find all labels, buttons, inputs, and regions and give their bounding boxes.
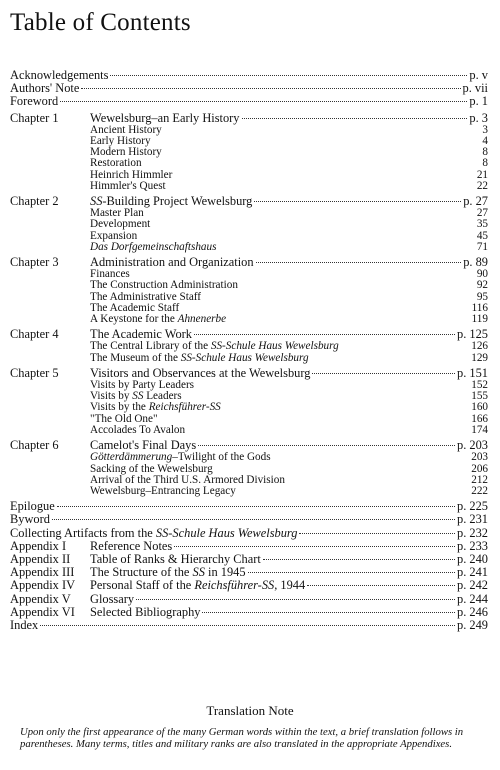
page-number: p. 225	[457, 499, 488, 514]
page-number: p. 89	[463, 255, 488, 270]
section-entry	[10, 292, 488, 303]
entry-title: Selected Bibliography	[90, 604, 201, 619]
title-part: Götterdämmerung	[90, 451, 173, 464]
entry-label: Chapter 3	[10, 255, 59, 270]
entry-title: Ancient History	[90, 123, 162, 136]
page-number: 21	[476, 168, 488, 181]
section-entry	[10, 391, 488, 402]
entry-title: Epilogue	[10, 499, 55, 514]
leader-dots	[198, 445, 455, 446]
title-part: The Central Library of the	[90, 340, 211, 353]
section-entry	[10, 136, 488, 147]
leader-dots	[52, 519, 455, 520]
leader-dots	[81, 88, 460, 89]
page-number: 212	[471, 473, 488, 486]
page-number: 8	[482, 157, 488, 170]
leader-dots	[194, 334, 455, 335]
page-number: 166	[471, 412, 488, 425]
title-part: SS-Schule Haus Wewelsburg	[180, 351, 309, 364]
title-part: Leaders	[143, 390, 182, 403]
title-part: -Building Project Wewelsburg	[102, 194, 253, 209]
entry-title: The Construction Administration	[90, 279, 238, 292]
title-part: SS	[132, 390, 144, 403]
toc-entry	[10, 82, 488, 95]
entry-title	[90, 579, 305, 592]
page-number: 155	[471, 390, 488, 403]
page-number: p. 203	[457, 438, 488, 453]
entry-label: Appendix IV	[10, 578, 76, 593]
title-part: in 1945	[204, 565, 246, 580]
section-entry	[10, 314, 488, 325]
page-title: Table of Contents	[10, 9, 191, 36]
page-number: 206	[471, 462, 488, 475]
page-number: 4	[482, 135, 488, 148]
entry-title: Master Plan	[90, 207, 144, 220]
title-part: SS	[192, 565, 205, 580]
title-part: Visits by the	[90, 401, 149, 414]
page-number: 8	[482, 146, 488, 159]
page-number: 160	[471, 401, 488, 414]
chapter-entry	[10, 256, 488, 269]
page-number: 119	[471, 313, 488, 326]
title-part: –Twilight of the Gods	[172, 451, 271, 464]
page-number: 45	[476, 229, 488, 242]
page-number: p. 240	[457, 551, 488, 566]
entry-label: Appendix V	[10, 591, 71, 606]
page-number: p. 241	[457, 565, 488, 580]
entry-title: Glossary	[90, 591, 135, 606]
entry-title: The Administrative Staff	[90, 290, 202, 303]
entry-label: Chapter 2	[10, 194, 59, 209]
section-entry	[10, 475, 488, 486]
leader-dots	[263, 559, 455, 560]
leader-dots	[299, 533, 455, 534]
section-entry	[10, 425, 488, 436]
section-entry	[10, 170, 488, 181]
page-number: p. 3	[469, 110, 488, 125]
entry-title	[90, 314, 226, 325]
title-part: The Structure of the	[90, 565, 193, 580]
title-part: Collecting Artifacts from the	[10, 525, 156, 540]
entry-label: Chapter 5	[10, 365, 59, 380]
title-part: Reichsführer-SS	[148, 401, 221, 414]
entry-title: Camelot's Final Days	[90, 438, 197, 453]
leader-dots	[40, 625, 455, 626]
page-number: 92	[476, 279, 488, 292]
entry-label: Chapter 6	[10, 438, 59, 453]
entry-title: Modern History	[90, 146, 162, 159]
section-entry	[10, 125, 488, 136]
page-number: p. 233	[457, 538, 488, 553]
title-part: , 1944	[274, 578, 306, 593]
page-number: p. 1	[469, 94, 488, 109]
entry-title: Development	[90, 218, 151, 231]
entry-title: The Academic Work	[90, 327, 192, 342]
entry-title: Early History	[90, 135, 151, 148]
section-entry	[10, 269, 488, 280]
page-number: 152	[471, 379, 488, 392]
page-number: p. 249	[457, 617, 488, 632]
leader-dots	[307, 585, 455, 586]
entry-title	[10, 527, 297, 540]
section-entry	[10, 231, 488, 242]
entry-label: Chapter 1	[10, 110, 59, 125]
title-part: Reichsführer-SS	[194, 578, 275, 593]
page-number: 22	[476, 179, 488, 192]
page-number: p. vii	[462, 81, 488, 96]
section-entry	[10, 280, 488, 291]
page-number: 35	[476, 218, 488, 231]
entry-title: Index	[10, 617, 39, 632]
page-number: p. 231	[457, 512, 488, 527]
entry-title: Reference Notes	[90, 538, 173, 553]
leader-dots	[174, 546, 455, 547]
appendix-entry	[10, 540, 488, 553]
entry-title: Expansion	[90, 229, 138, 242]
page-number: 3	[482, 123, 488, 136]
page-number: 129	[471, 351, 488, 364]
page-number: 222	[471, 484, 488, 497]
entry-title: The Academic Staff	[90, 301, 180, 314]
toc-entry	[10, 69, 488, 82]
page-number: p. v	[469, 68, 488, 82]
entry-title: Restoration	[90, 157, 142, 170]
section-entry	[10, 414, 488, 425]
entry-title: Administration and Organization	[90, 255, 254, 270]
page-number: p. 27	[463, 194, 488, 209]
section-entry	[10, 380, 488, 391]
toc-entry	[10, 95, 488, 108]
entry-title: "The Old One"	[90, 412, 158, 425]
title-part: SS	[90, 194, 103, 209]
translation-note-text: Upon only the first appearance of the many German words within the text, a brief translation follows in parentheses. Many terms, titles and military ranks are also translated in the appropriate Appendixes.	[20, 726, 464, 750]
page-number: 174	[471, 423, 488, 436]
entry-title: Table of Ranks & Hierarchy Chart	[90, 551, 261, 566]
entry-title: Foreword	[10, 94, 59, 109]
entry-label: Appendix I	[10, 538, 67, 553]
title-part: Ahnenerbe	[177, 313, 227, 326]
entry-title: Finances	[90, 268, 130, 281]
toc-entry	[10, 527, 488, 540]
page-number: p. 242	[457, 578, 488, 593]
title-part: Personal Staff of the	[90, 578, 195, 593]
entry-title: Arrival of the Third U.S. Armored Division	[90, 473, 285, 486]
leader-dots	[57, 506, 455, 507]
section-entry	[10, 402, 488, 413]
page-number: 126	[471, 340, 488, 353]
section-entry	[10, 486, 488, 497]
entry-title: Byword	[10, 512, 50, 527]
appendix-entry	[10, 606, 488, 619]
entry-title: Authors' Note	[10, 81, 80, 96]
appendix-entry	[10, 553, 488, 566]
section-entry	[10, 208, 488, 219]
title-part: SS-Schule Haus Wewelsburg	[155, 525, 298, 540]
page-number: p. 125	[457, 327, 488, 342]
appendix-entry	[10, 593, 488, 606]
chapter-entry	[10, 367, 488, 380]
section-entry	[10, 147, 488, 158]
leader-dots	[60, 101, 467, 102]
page-number: 90	[476, 268, 488, 281]
page-number: 27	[476, 207, 488, 220]
section-entry	[10, 219, 488, 230]
page-number: 71	[476, 240, 488, 253]
appendix-entry	[10, 579, 488, 592]
entry-title: Sacking of the Wewelsburg	[90, 462, 213, 475]
entry-title: Wewelsburg–an Early History	[90, 110, 240, 125]
section-entry	[10, 158, 488, 169]
entry-label: Chapter 4	[10, 327, 59, 342]
title-part: The Museum of the	[90, 351, 181, 364]
leader-dots	[110, 75, 467, 76]
entry-title: Wewelsburg–Entrancing Legacy	[90, 484, 236, 497]
title-part: SS-Schule Haus Wewelsburg	[210, 340, 339, 353]
page-number: 203	[471, 451, 488, 464]
entry-label: Appendix II	[10, 551, 71, 566]
translation-note	[0, 703, 500, 750]
entry-title	[90, 353, 309, 364]
section-entry	[10, 181, 488, 192]
leader-dots	[254, 201, 461, 202]
entry-title	[90, 242, 216, 253]
leader-dots	[136, 599, 455, 600]
page-number: 116	[471, 301, 488, 314]
entry-title: Accolades To Avalon	[90, 423, 186, 436]
leader-dots	[242, 118, 468, 119]
entry-title: Visitors and Observances at the Wewelsburg	[90, 365, 311, 380]
chapter-entry	[10, 195, 488, 208]
page-number: 95	[476, 290, 488, 303]
title-part: Visits by	[90, 390, 133, 403]
section-entry	[10, 452, 488, 463]
leader-dots	[256, 262, 462, 263]
toc-entry	[10, 500, 488, 513]
chapter-entry	[10, 112, 488, 125]
entry-title: Visits by Party Leaders	[90, 379, 195, 392]
table-of-contents	[10, 69, 488, 632]
page-number: p. 232	[457, 525, 488, 540]
translation-note-title: Translation Note	[206, 703, 294, 718]
entry-title: Himmler's Quest	[90, 179, 166, 192]
entry-label: Appendix III	[10, 565, 75, 580]
page-number: p. 151	[457, 365, 488, 380]
leader-dots	[312, 373, 455, 374]
title-part: Das Dorfgemeinschaftshaus	[90, 240, 217, 253]
entry-title	[90, 452, 271, 463]
entry-title: Heinrich Himmler	[90, 168, 173, 181]
leader-dots	[248, 572, 455, 573]
title-part: A Keystone for the	[90, 313, 178, 326]
section-entry	[10, 353, 488, 364]
entry-title	[90, 402, 221, 413]
page-number: p. 246	[457, 604, 488, 619]
toc-entry	[10, 619, 488, 632]
entry-title: Acknowledgements	[10, 68, 109, 82]
entry-label: Appendix VI	[10, 604, 75, 619]
leader-dots	[202, 612, 455, 613]
section-entry	[10, 242, 488, 253]
section-entry	[10, 303, 488, 314]
page-number: p. 244	[457, 591, 488, 606]
